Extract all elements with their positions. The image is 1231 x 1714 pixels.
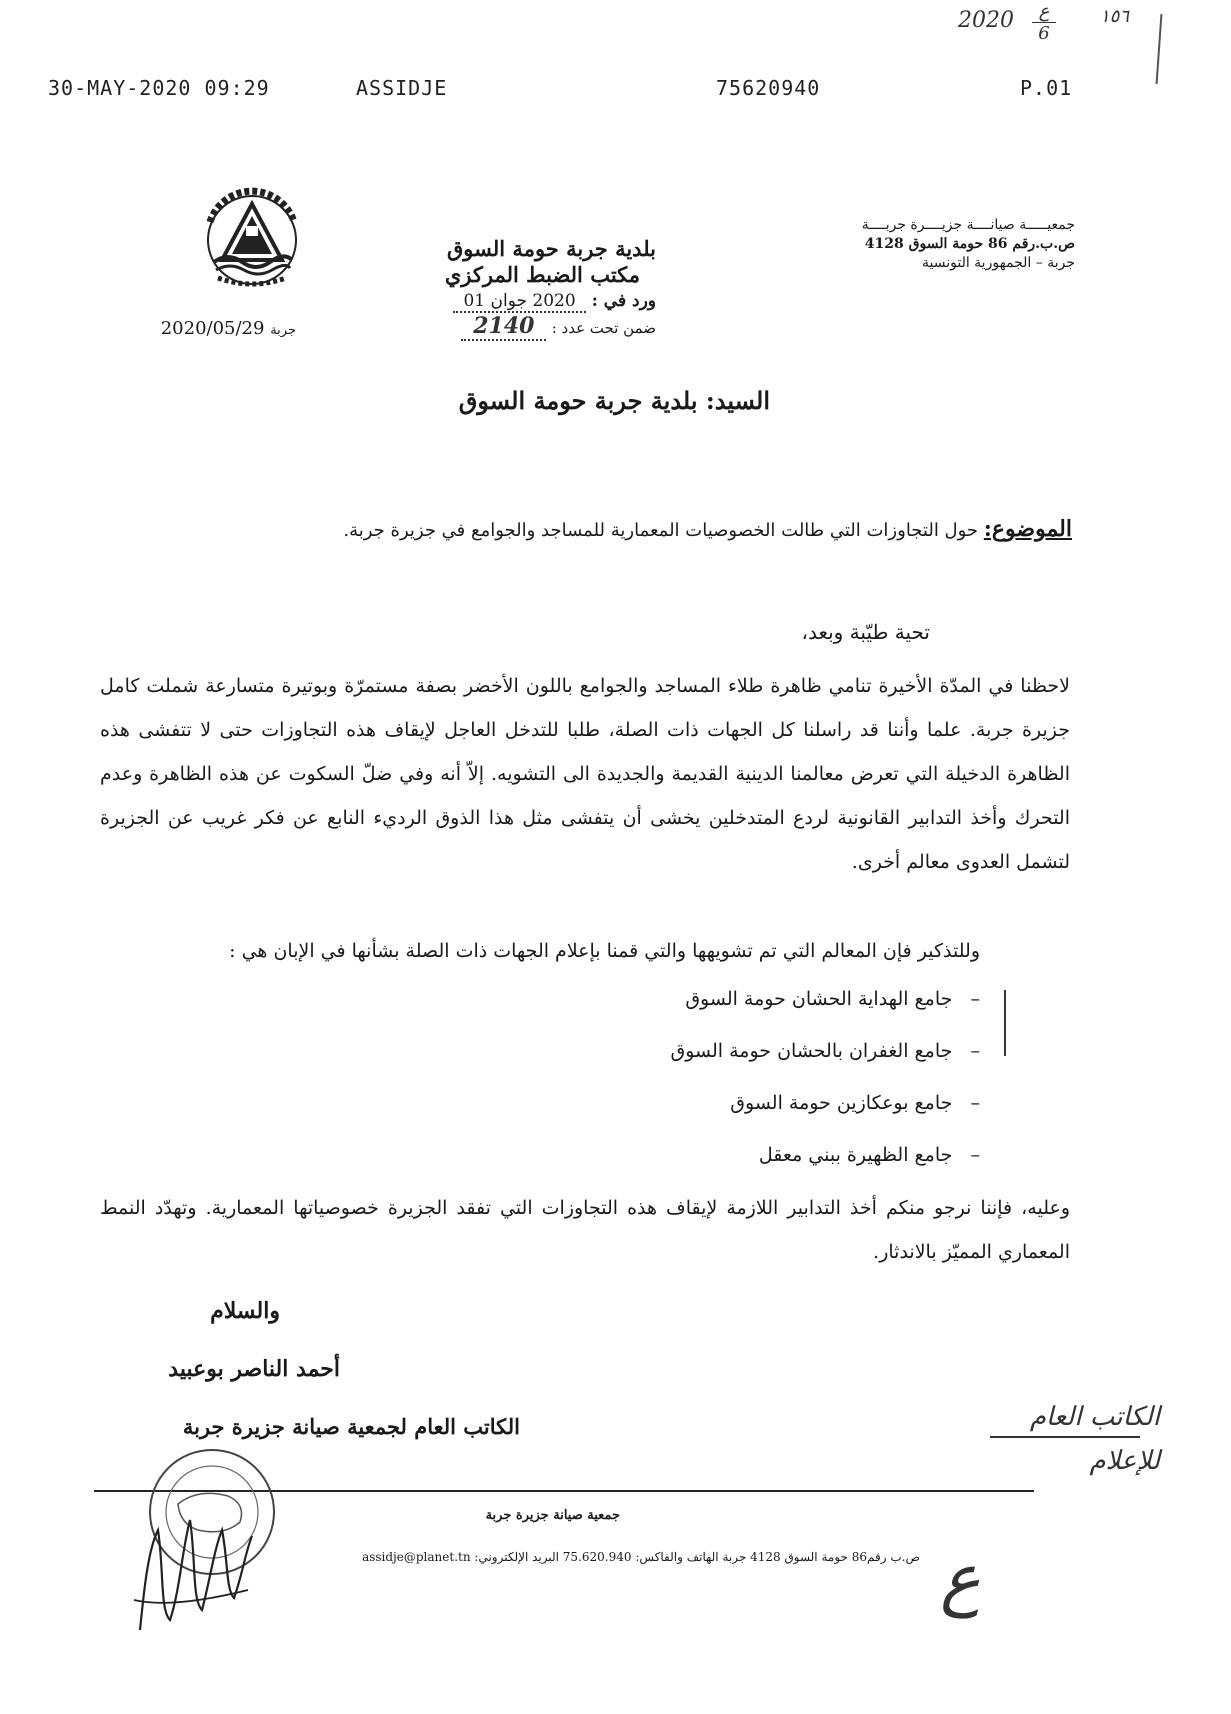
subject-label: الموضوع: xyxy=(983,516,1072,542)
association-logo xyxy=(196,182,308,294)
stamp-received-row xyxy=(336,288,656,314)
receipt-stamp xyxy=(336,236,656,340)
stamp-received-value: 2020 جوان 01 xyxy=(453,291,585,313)
handwritten-note xyxy=(960,1402,1160,1476)
footer-org: جمعية صيانة جزيرة جربة xyxy=(485,1508,620,1523)
stamp-number-row xyxy=(336,314,656,340)
sender-location: جربة – الجمهورية التونسية xyxy=(922,255,1075,271)
stamp-number-value: 2140 xyxy=(461,313,546,341)
date-place: جربة xyxy=(270,323,296,338)
fax-datetime: 30-MAY-2020 09:29 xyxy=(48,76,270,100)
addressee: السيد: بلدية جربة حومة السوق xyxy=(458,386,770,415)
fax-number: 75620940 xyxy=(716,76,821,100)
top-annotation-fraction xyxy=(1032,2,1056,45)
stamp-office: مكتب الضبط المركزي xyxy=(444,262,640,287)
list-item: – جامع الغفران بالحشان حومة السوق xyxy=(670,1040,980,1062)
body-paragraph-3: وعليه، فإننا نرجو منكم أخذ التدابير اللازمة لإيقاف هذه التجاوزات التي تفقد الجزيرة خصوصياتها المعمارية. وتهدّد النمط المعماري المميّز بالاندثار. xyxy=(100,1197,1070,1263)
subject-line xyxy=(260,516,1072,542)
stamp-number-label: ضمن تحت عدد : xyxy=(551,319,656,337)
signatory-title: الكاتب العام لجمعية صيانة جزيرة جربة xyxy=(182,1414,520,1439)
note-underline xyxy=(990,1436,1140,1438)
signatory-name: أحمد الناصر بوعبيد xyxy=(168,1356,340,1382)
sender-block xyxy=(755,216,1075,273)
handwritten-note-line2: للإعلام xyxy=(1089,1446,1160,1476)
fax-page: P.01 xyxy=(1020,76,1073,100)
handwritten-initial: ع xyxy=(940,1540,981,1619)
date-line xyxy=(116,318,296,339)
margin-mark xyxy=(1156,14,1163,84)
list-item: – جامع الظهيرة ببني معقل xyxy=(758,1144,980,1166)
top-annotation-left: 2020 xyxy=(958,8,1014,33)
footer-contact: ص.ب رقم86 حومة السوق 4128 جربة الهاتف والفاكس: 75.620.940 البريد الإلكتروني: assidje@planet.tn xyxy=(362,1550,920,1564)
stamp-municipality: بلدية جربة حومة السوق xyxy=(447,236,656,261)
stamp-received-label: ورد في : xyxy=(591,291,656,311)
list-item: – جامع بوعكازين حومة السوق xyxy=(730,1092,980,1114)
signature-scribble xyxy=(130,1480,260,1640)
margin-bracket xyxy=(1004,990,1006,1056)
date-value: 2020/05/29 xyxy=(160,318,265,339)
handwritten-note-line1: الكاتب العام xyxy=(1029,1402,1160,1432)
mosque-list xyxy=(560,988,980,1196)
body-paragraph-1: لاحظنا في المدّة الأخيرة تنامي ظاهرة طلاء المساجد والجوامع باللون الأخضر بصفة مستمرّة وبوتيرة متسارعة شملت كامل جزيرة جربة. علما وأننا قد راسلنا كل الجهات ذات الصلة، طلبا للتدخل العاجل لإيقاف هذه التجاوزات حتى لا تتفشى هذه الظاهرة الدخيلة التي تعرض معالمنا الدينية القديمة والجديدة الى التشويه. إلاّ أنه وفي ضلّ السكوت عن هذه الظاهرة وعدم التحرك وأخذ التدابير القانونية لردع المتدخلين يخشى أن يتفشى مثل هذا الذوق الرديء النابع عن فكر غريب عن الجزيرة لتشمل العدوى معالم أخرى. xyxy=(100,675,1070,873)
sender-po-box: ص.ب.رقم 86 حومة السوق 4128 xyxy=(864,236,1075,252)
top-annotation-right: ١٥٦ xyxy=(1100,6,1130,27)
body-paragraph-2: وللتذكير فإن المعالم التي تم تشويهها والتي قمنا بإعلام الجهات ذات الصلة بشأنها في الإبان هي : xyxy=(229,940,980,962)
closing: والسلام xyxy=(210,1298,280,1324)
list-item: – جامع الهداية الحشان حومة السوق xyxy=(685,988,980,1010)
fraction-bottom: 6 xyxy=(1038,23,1050,44)
subject-text: حول التجاوزات التي طالت الخصوصيات المعمارية للمساجد والجوامع في جزيرة جربة. xyxy=(343,520,979,541)
fraction-top: ع xyxy=(1032,2,1056,23)
sender-org: جمعيـــــة صيانــــة جزيــــرة جربــــة xyxy=(861,217,1075,233)
greeting: تحية طيّبة وبعد، xyxy=(801,620,930,644)
fax-sender-id: ASSIDJE xyxy=(356,76,448,100)
